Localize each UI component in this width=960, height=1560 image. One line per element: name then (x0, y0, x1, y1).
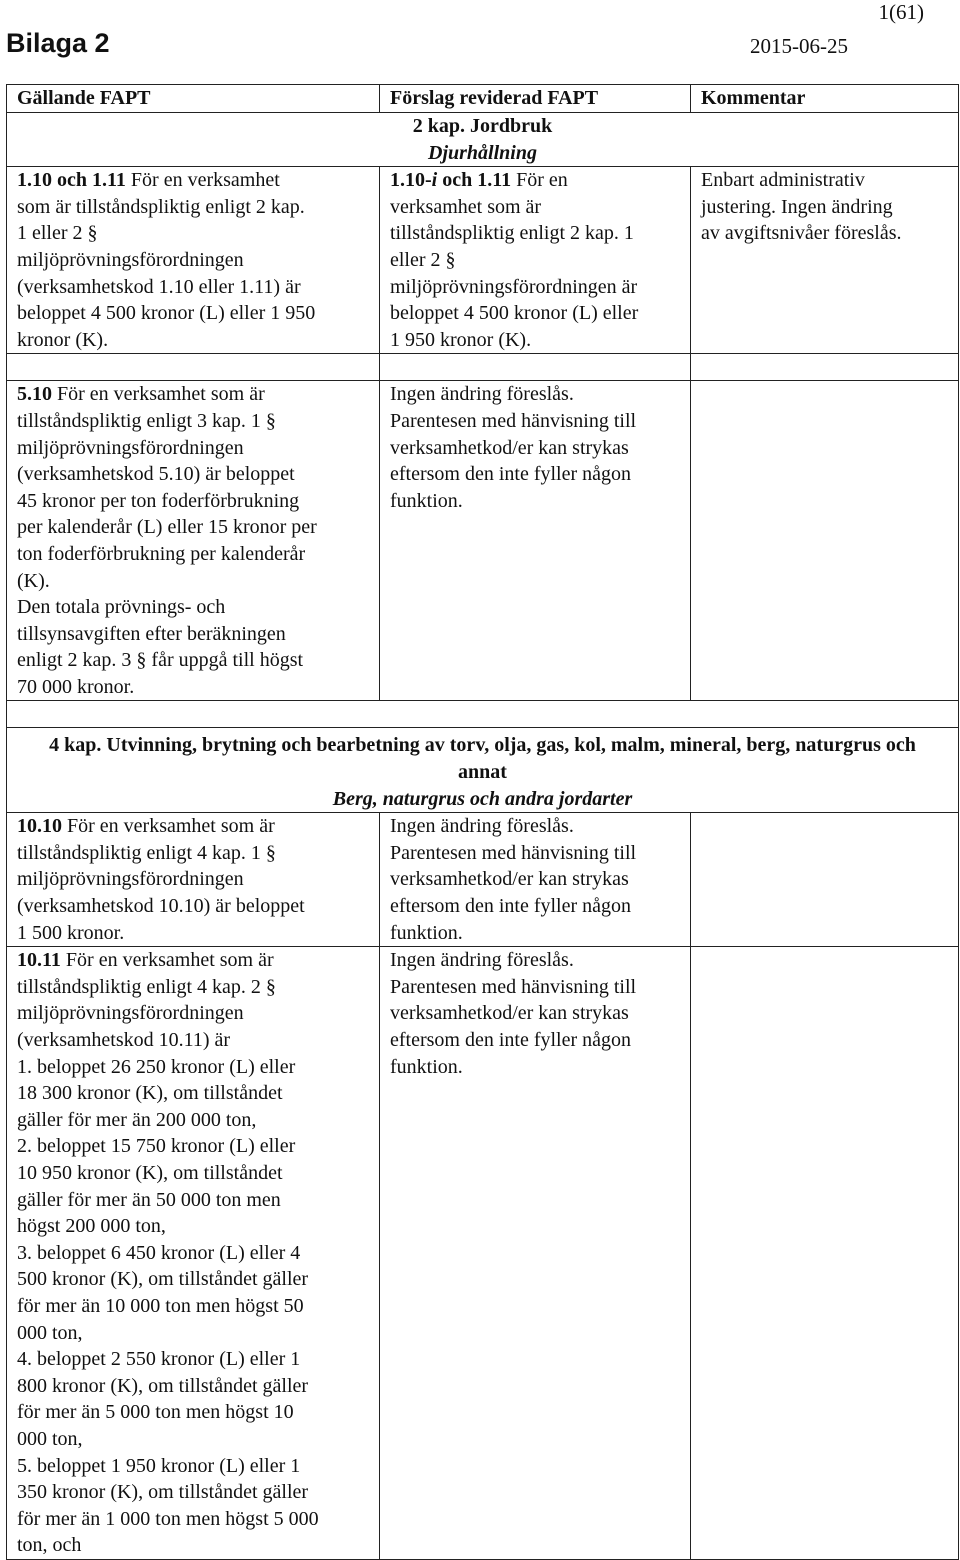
proposal-cell (380, 813, 691, 947)
text-line: beloppet 4 500 kronor (L) eller (390, 302, 639, 325)
text-line: eller 2 § (390, 248, 456, 271)
text-line: eftersom den inte fyller någon (390, 463, 632, 486)
proposal-cell (380, 381, 691, 701)
column-header-current: Gällande FAPT (7, 85, 380, 113)
text-line: 1 eller 2 § (17, 222, 98, 245)
text-line: verksamhetkod/er kan strykas (390, 436, 629, 459)
column-header-comment: Kommentar (691, 85, 959, 113)
table-row (7, 813, 959, 947)
text-line: eftersom den inte fyller någon (390, 895, 632, 918)
text-line: 4. beloppet 2 550 kronor (L) eller 1 (17, 1348, 301, 1371)
text-line: (verksamhetskod 1.10 eller 1.11) är (17, 275, 301, 298)
document-date: 2015-06-25 (750, 34, 848, 58)
comparison-table (6, 84, 959, 1560)
text-line: gäller för mer än 50 000 ton men (17, 1188, 281, 1211)
text-line: ton foderförbrukning per kalenderår (17, 542, 306, 565)
text-line: 18 300 kronor (K), om tillståndet (17, 1082, 283, 1105)
page-number: 1(61) (878, 0, 924, 24)
table-header-row (7, 85, 959, 113)
comment-cell (691, 813, 959, 947)
text-line: beloppet 4 500 kronor (L) eller 1 950 (17, 302, 316, 325)
chapter-title: 2 kap. Jordbruk (412, 115, 553, 137)
text-line: 2. beloppet 15 750 kronor (L) eller (17, 1135, 296, 1158)
text-line: Parentesen med hänvisning till (390, 409, 637, 432)
text-line: tillståndspliktig enligt 2 kap. 1 (390, 222, 634, 245)
proposal-cell (380, 947, 691, 1560)
text-line: 5. beloppet 1 950 kronor (L) eller 1 (17, 1454, 301, 1477)
table-row (7, 947, 959, 1560)
chapter-subheading: Djurhållning (428, 141, 537, 164)
text-line: funktion. (390, 921, 463, 944)
text-line: 1.10-i och 1.11 För en (390, 169, 568, 192)
text-line: funktion. (390, 489, 463, 512)
text-line: 1. beloppet 26 250 kronor (L) eller (17, 1055, 296, 1078)
text-line: 5.10 För en verksamhet som är (17, 383, 265, 406)
chapter-row (7, 113, 959, 167)
text-line: ton, och (17, 1534, 82, 1557)
text-line: miljöprövningsförordningen (17, 248, 244, 271)
text-line: 350 kronor (K), om tillståndet gäller (17, 1481, 309, 1504)
text-line: av avgiftsnivåer föreslås. (701, 222, 902, 245)
text-line: för mer än 1 000 ton men högst 5 000 (17, 1507, 319, 1530)
current-rule-cell (7, 813, 380, 947)
text-line: gäller för mer än 200 000 ton, (17, 1108, 257, 1131)
document-title: Bilaga 2 (6, 28, 110, 58)
text-line: för mer än 10 000 ton men högst 50 (17, 1294, 304, 1317)
text-line: 1.10 och 1.11 För en verksamhet (17, 169, 280, 192)
text-line: verksamhet som är (390, 195, 542, 218)
comment-cell (691, 947, 959, 1560)
text-line: 10 950 kronor (K), om tillståndet (17, 1161, 283, 1184)
text-line: 000 ton, (17, 1321, 83, 1344)
rule-code: 5.10 (17, 383, 52, 406)
text-line: Parentesen med hänvisning till (390, 841, 637, 864)
text-line: miljöprövningsförordningen är (390, 275, 638, 298)
text-line: 500 kronor (K), om tillståndet gäller (17, 1268, 309, 1291)
chapter-title: 4 kap. Utvinning, brytning och bearbetning av torv, olja, gas, kol, malm, mineral, berg, naturgrus och annat (49, 734, 916, 784)
text-line: verksamhetkod/er kan strykas (390, 868, 629, 891)
text-line: 000 ton, (17, 1427, 83, 1450)
text-line: per kalenderår (L) eller 15 kronor per (17, 516, 317, 539)
text-line: miljöprövningsförordningen (17, 436, 244, 459)
spacer-row (7, 701, 959, 728)
chapter-heading (7, 113, 959, 167)
text-line: 1 950 kronor (K). (390, 328, 532, 351)
rule-code: 1.10 och 1.11 (17, 169, 126, 192)
text-line: Den totala prövnings- och (17, 596, 226, 619)
text-line: kronor (K). (17, 328, 109, 351)
text-line: Ingen ändring föreslås. (390, 383, 574, 406)
text-line: Parentesen med hänvisning till (390, 975, 637, 998)
text-line: 10.10 För en verksamhet som är (17, 815, 275, 838)
text-line: högst 200 000 ton, (17, 1215, 166, 1238)
text-line: (verksamhetskod 10.11) är (17, 1029, 231, 1051)
chapter-row (7, 728, 959, 813)
spacer-row (7, 354, 959, 381)
text-line: Enbart administrativ (701, 169, 865, 192)
text-line: 70 000 kronor. (17, 675, 135, 698)
text-line: 1 500 kronor. (17, 921, 125, 944)
proposal-cell (380, 167, 691, 354)
text-line: tillståndspliktig enligt 4 kap. 2 § (17, 975, 276, 998)
table-row (7, 167, 959, 354)
text-line: miljöprövningsförordningen (17, 868, 244, 891)
rule-code: 10.11 (17, 949, 61, 972)
text-line: 10.11 För en verksamhet som är (17, 949, 274, 972)
text-line: Ingen ändring föreslås. (390, 815, 574, 838)
rule-code: 1.10-i och 1.11 (390, 169, 512, 192)
text-line: för mer än 5 000 ton men högst 10 (17, 1401, 294, 1424)
text-line: verksamhetkod/er kan strykas (390, 1002, 629, 1025)
text-line: tillståndspliktig enligt 3 kap. 1 § (17, 409, 276, 432)
text-line: tillsynsavgiften efter beräkningen (17, 622, 286, 645)
text-line: Ingen ändring föreslås. (390, 949, 574, 972)
text-line: justering. Ingen ändring (701, 195, 893, 218)
chapter-heading (7, 728, 959, 813)
current-rule-cell (7, 947, 380, 1560)
text-line: (verksamhetskod 5.10) är beloppet (17, 463, 295, 486)
rule-code: 10.10 (17, 815, 62, 838)
chapter-subheading: Berg, naturgrus och andra jordarter (332, 787, 633, 810)
text-line: eftersom den inte fyller någon (390, 1029, 632, 1051)
comment-cell (691, 167, 959, 354)
text-line: tillståndspliktig enligt 4 kap. 1 § (17, 841, 276, 864)
text-line: miljöprövningsförordningen (17, 1002, 244, 1025)
text-line: enligt 2 kap. 3 § får uppgå till högst (17, 649, 304, 672)
current-rule-cell (7, 381, 380, 701)
text-line: som är tillståndspliktig enligt 2 kap. (17, 195, 305, 218)
text-line: 800 kronor (K), om tillståndet gäller (17, 1374, 309, 1397)
comment-cell (691, 381, 959, 701)
table-row (7, 381, 959, 701)
column-header-proposal: Förslag reviderad FAPT (380, 85, 691, 113)
text-line: (verksamhetskod 10.10) är beloppet (17, 895, 305, 918)
text-line: 3. beloppet 6 450 kronor (L) eller 4 (17, 1241, 301, 1264)
current-rule-cell (7, 167, 380, 354)
text-line: funktion. (390, 1055, 463, 1078)
text-line: (K). (17, 569, 50, 592)
text-line: 45 kronor per ton foderförbrukning (17, 489, 300, 512)
